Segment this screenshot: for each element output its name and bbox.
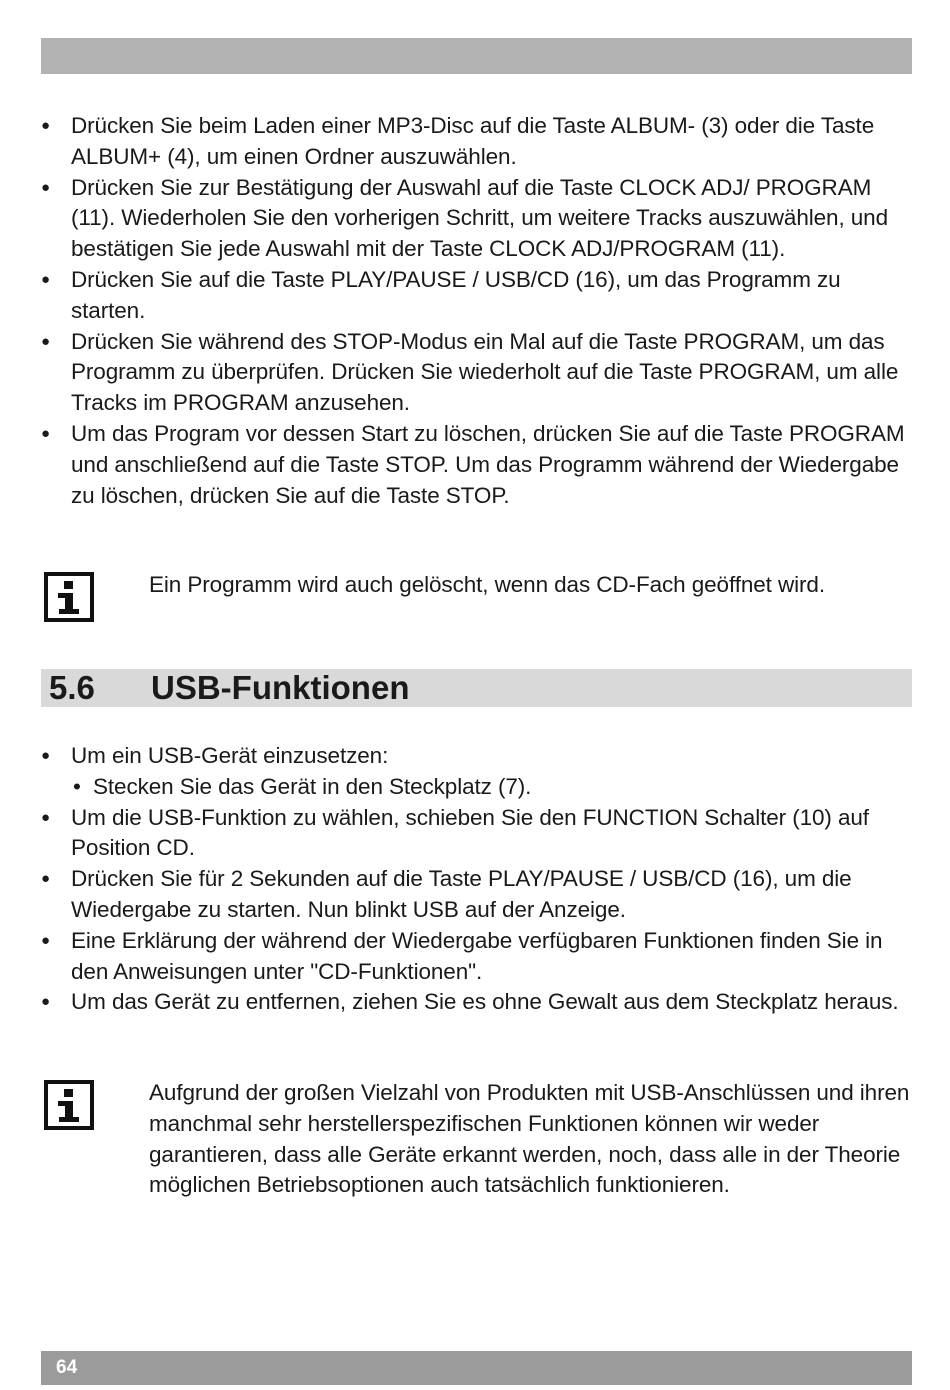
section-title: USB-Funktionen [151,669,410,706]
bullet: ● [41,270,50,288]
list-item-text: Um das Gerät zu entfernen, ziehen Sie es ohne Gewalt aus dem Steckplatz heraus. [71,989,899,1015]
list-item-text: Um das Program vor dessen Start zu löschen, drücken Sie auf die Taste PROGRAM und anschließend auf die Taste STOP. Um das Programm während der Wiedergabe zu löschen, drücken Sie auf die Taste STOP. [71,420,905,508]
bullet: ● [41,993,50,1011]
list-item [41,111,916,173]
note-text: Aufgrund der großen Vielzahl von Produkten mit USB-Anschlüssen und ihren manchmal sehr herstellerspezifischen Funktionen können wir weder garantieren, dass alle Geräte erkannt werden, noch, dass alle in der Theorie möglichen Betriebsoptionen auch tatsächlich funktionieren. [149,1080,910,1198]
info-icon [44,1080,94,1130]
list-item [41,173,916,265]
list-item-text: Drücken Sie beim Laden einer MP3-Disc auf die Taste ALBUM- (3) oder die Taste ALBUM+ (4), um einen Ordner auszuwählen. [71,113,875,169]
list-item [41,803,916,865]
list-item [41,419,916,511]
bullet: ● [41,870,50,888]
list-item [41,327,916,419]
bullet: ● [41,332,50,350]
section-heading [41,669,912,707]
list-item [41,265,916,327]
page-number: 64 [56,1357,78,1378]
bullet: ● [41,931,50,949]
section-number: 5.6 [49,669,95,706]
list-item-text: Drücken Sie auf die Taste PLAY/PAUSE / USB/CD (16), um das Programm zu starten. [71,266,841,323]
bullet: ● [41,424,50,442]
list-item-text: Drücken Sie zur Bestätigung der Auswahl auf die Taste CLOCK ADJ/ PROGRAM (11). Wiederholen Sie den vorherigen Schritt, um weitere Tracks auszuwählen, und bestätigen Sie jede Auswahl mit der Taste CLOCK ADJ/PROGRAM (11). [71,174,888,262]
sub-bullet: • [73,773,81,799]
cd-program-list [41,111,916,511]
list-item-text: Eine Erklärung der während der Wiedergabe verfügbaren Funktionen finden Sie in den Anweisungen unter "CD-Funktionen". [71,927,883,984]
sub-list-item-text: Stecken Sie das Gerät in den Steckplatz (7). [93,773,532,799]
info-note-program [41,570,912,634]
note-text: Ein Programm wird auch gelöscht, wenn das CD-Fach geöffnet wird. [149,572,825,597]
list-item [41,926,916,988]
header-bar [41,38,912,74]
bullet: ● [41,747,50,764]
list-item [41,864,916,926]
usb-steps-list [41,741,916,1018]
info-note-usb [41,1078,912,1238]
bullet: ● [41,178,50,196]
bullet: ● [41,117,50,134]
list-item [41,987,916,1018]
bullet: ● [41,808,50,826]
sub-list-item [71,772,916,803]
list-item-text: Um ein USB-Gerät einzusetzen: [71,743,389,768]
list-item-text: Drücken Sie während des STOP-Modus ein Mal auf die Taste PROGRAM, um das Programm zu überprüfen. Drücken Sie wiederholt auf die Taste PROGRAM, um alle Tracks im PROGRAM anzusehen. [71,328,899,416]
info-icon [44,572,94,622]
list-item [41,741,916,803]
list-item-text: Um die USB-Funktion zu wählen, schieben Sie den FUNCTION Schalter (10) auf Position CD. [71,804,869,861]
list-item-text: Drücken Sie für 2 Sekunden auf die Taste PLAY/PAUSE / USB/CD (16), um die Wiedergabe zu starten. Nun blinkt USB auf der Anzeige. [71,866,852,922]
footer-bar [41,1351,912,1385]
